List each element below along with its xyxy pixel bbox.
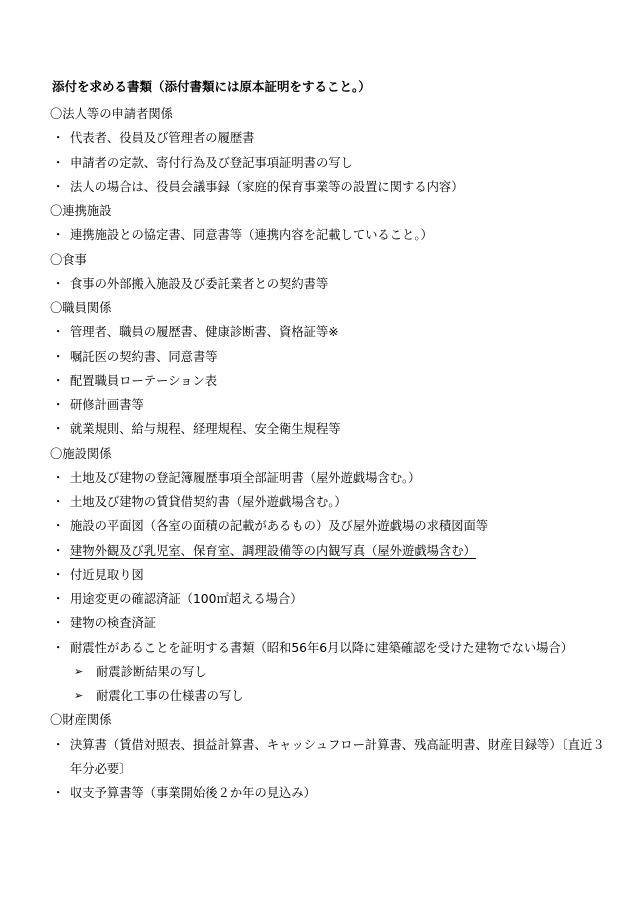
list-item — [0, 514, 630, 538]
bullet-mark: ・ — [52, 349, 65, 364]
bullet-mark: ・ — [52, 616, 65, 631]
section-heading-partner-facility — [0, 199, 630, 223]
section-heading-facility — [0, 442, 630, 466]
document-title: 添付を求める書類（添付書類には原本証明をすること。） — [52, 79, 371, 94]
list-item — [0, 345, 630, 369]
bullet-mark: ・ — [52, 398, 65, 412]
item-text: 収支予算書等（事業開始後２か年の見込み） — [70, 786, 316, 800]
list-item — [0, 393, 630, 417]
list-item — [0, 611, 630, 635]
list-item — [0, 223, 630, 247]
item-text: 建物の検査済証 — [70, 616, 157, 631]
list-item — [0, 490, 630, 514]
item-text: 代表者、役員及び管理者の履歴書 — [70, 131, 255, 146]
section-heading: 〇財産関係 — [50, 713, 112, 728]
sub-item-text: 耐震化工事の仕様書の写し — [96, 689, 244, 703]
arrow-bullet-icon: ➢ — [74, 664, 84, 678]
item-text: 用途変更の確認済証（100㎡超える場合） — [70, 592, 303, 606]
list-item — [0, 733, 630, 757]
bullet-mark: ・ — [52, 786, 65, 800]
list-item — [0, 369, 630, 393]
item-text: 申請者の定款、寄付行為及び登記事項証明書の写し — [70, 155, 353, 170]
list-item — [0, 126, 630, 150]
item-text: 決算書（賃借対照表、損益計算書、キャッシュフロー計算書、残高証明書、財産目録等）〔直近３ — [70, 737, 605, 752]
item-text: 連携施設との協定書、同意書等（連携内容を記載していること。） — [70, 228, 433, 243]
item-text: 建物外観及び乳児室、保育室、調理設備等の内観写真（屋外遊戯場含む） — [70, 543, 476, 558]
item-text: 研修計画書等 — [70, 398, 144, 412]
bullet-mark: ・ — [52, 179, 65, 194]
document-list — [0, 102, 630, 805]
bullet-mark: ・ — [52, 155, 65, 170]
section-heading-applicant — [0, 102, 630, 126]
item-text: 施設の平面図（各室の面積の記載があるもの）及び屋外遊戯場の求積図面等 — [70, 519, 489, 534]
item-text: 食事の外部搬入施設及び委託業者との契約書等 — [70, 276, 329, 291]
bullet-mark: ・ — [52, 422, 65, 437]
bullet-mark: ・ — [52, 228, 65, 243]
bullet-mark: ・ — [52, 325, 65, 340]
section-heading-assets — [0, 708, 630, 732]
list-item — [0, 587, 630, 611]
section-heading-staff — [0, 296, 630, 320]
sub-list-item — [0, 660, 630, 684]
bullet-mark: ・ — [52, 276, 65, 291]
list-item-continuation — [0, 757, 630, 781]
item-text: 法人の場合は、役員会議事録（家庭的保育事業等の設置に関する内容） — [70, 179, 464, 194]
sub-list-item — [0, 684, 630, 708]
section-heading: 〇法人等の申請者関係 — [50, 107, 173, 121]
bullet-mark: ・ — [52, 592, 65, 606]
list-item — [0, 563, 630, 587]
item-text: 管理者、職員の履歴書、健康診断書、資格証等※ — [70, 325, 339, 340]
item-text: 土地及び建物の登記簿履歴事項全部証明書（屋外遊戯場含む。） — [70, 470, 421, 485]
list-item — [0, 151, 630, 175]
section-heading: 〇施設関係 — [50, 446, 112, 461]
bullet-mark: ・ — [52, 737, 65, 752]
bullet-mark: ・ — [52, 131, 65, 146]
list-item — [0, 272, 630, 296]
item-text: 嘱託医の契約書、同意書等 — [70, 349, 218, 364]
bullet-mark: ・ — [52, 640, 65, 655]
bullet-mark: ・ — [52, 470, 65, 485]
list-item — [0, 781, 630, 805]
item-text: 耐震性があることを証明する書類（昭和56年6月以降に建築確認を受けた建物でない場合） — [70, 640, 574, 655]
arrow-bullet-icon: ➢ — [74, 689, 84, 702]
item-text: 配置職員ローテーション表 — [70, 373, 218, 388]
section-heading: 〇連携施設 — [50, 204, 112, 218]
list-item — [0, 320, 630, 344]
item-text: 就業規則、給与規程、経理規程、安全衛生規程等 — [70, 422, 341, 437]
bullet-mark: ・ — [52, 543, 65, 558]
bullet-mark: ・ — [52, 519, 65, 534]
section-heading-meals — [0, 248, 630, 272]
section-heading: 〇職員関係 — [50, 301, 112, 315]
section-heading: 〇食事 — [50, 252, 87, 267]
item-text-continuation: 年分必要〕 — [70, 761, 132, 776]
item-text: 付近見取り図 — [70, 567, 144, 582]
bullet-mark: ・ — [52, 495, 65, 509]
list-item-underlined — [0, 539, 630, 563]
list-item — [0, 175, 630, 199]
sub-item-text: 耐震診断結果の写し — [96, 664, 207, 679]
bullet-mark: ・ — [52, 567, 65, 582]
list-item — [0, 417, 630, 441]
list-item — [0, 466, 630, 490]
list-item — [0, 636, 630, 660]
bullet-mark: ・ — [52, 373, 65, 388]
item-text: 土地及び建物の賃貸借契約書（屋外遊戯場含む。） — [70, 495, 347, 509]
